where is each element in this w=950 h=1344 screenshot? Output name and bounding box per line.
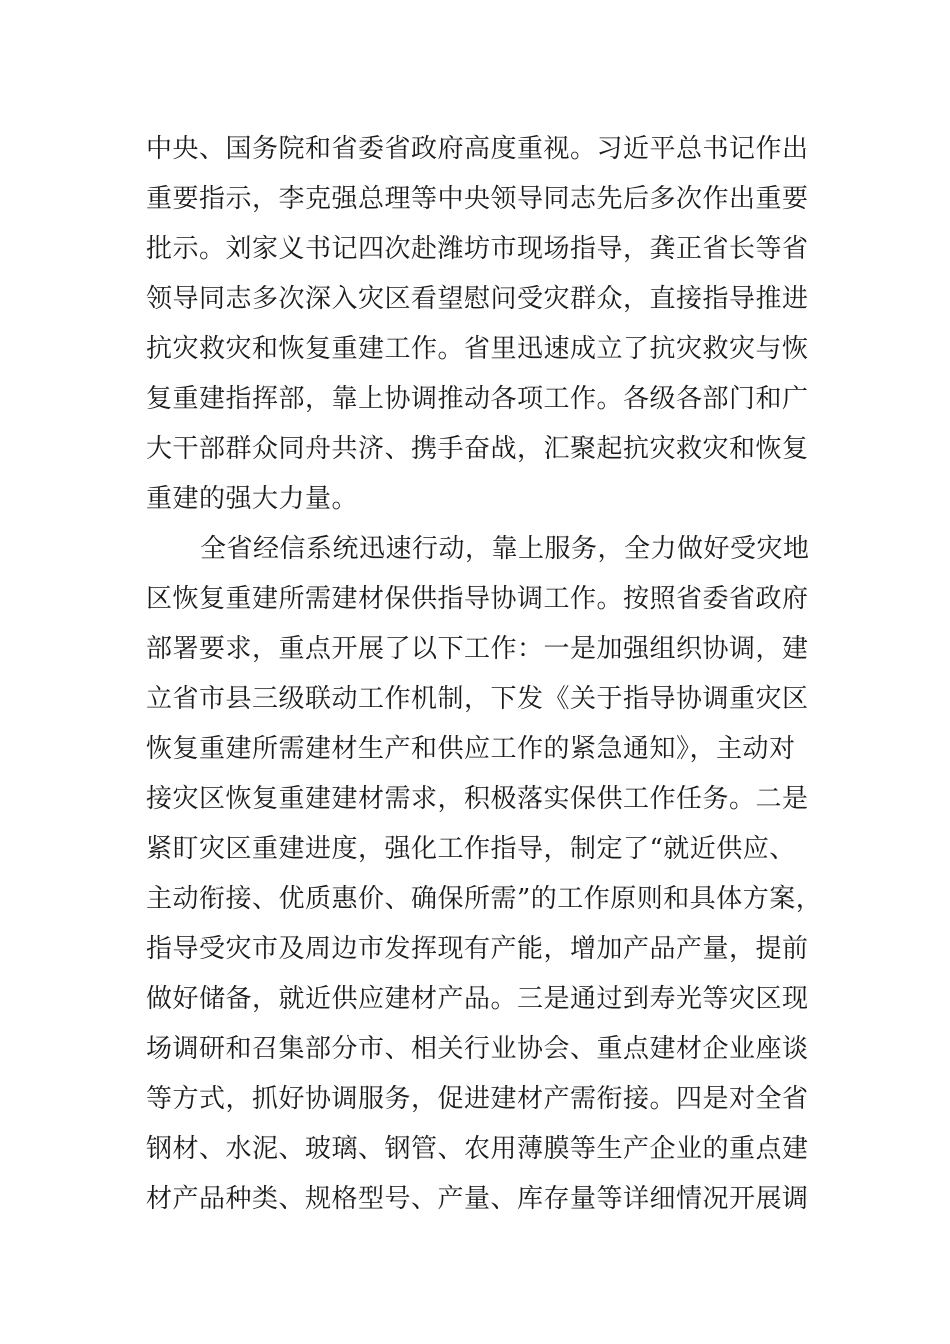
text-line: 复重建指挥部，靠上协调推动各项工作。各级各部门和广 [146, 384, 809, 414]
text-line: 做好储备，就近供应建材产品。三是通过到寿光等灾区现 [146, 984, 809, 1014]
text-line: 材产品种类、规格型号、产量、库存量等详细情况开展调 [146, 1184, 809, 1214]
text-line: 紧盯灾区重建进度，强化工作指导，制定了“就近供应、 [146, 834, 796, 864]
text-line: 恢复重建所需建材生产和供应工作的紧急通知》，主动对 [146, 734, 796, 764]
text-line: 大干部群众同舟共济、携手奋战，汇聚起抗灾救灾和恢复 [146, 434, 809, 464]
text-line: 区恢复重建所需建材保供指导协调工作。按照省委省政府 [146, 584, 809, 614]
document-body [146, 124, 823, 1224]
text-line: 重建的强大力量。 [146, 484, 359, 514]
paragraph-2 [146, 524, 823, 1224]
text-line: 批示。刘家义书记四次赴潍坊市现场指导，龚正省长等省 [146, 234, 809, 264]
text-line: 立省市县三级联动工作机制，下发《关于指导协调重灾区 [146, 684, 809, 714]
text-line: 抗灾救灾和恢复重建工作。省里迅速成立了抗灾救灾与恢 [146, 334, 809, 364]
text-line: 部署要求，重点开展了以下工作：一是加强组织协调，建 [146, 634, 809, 664]
text-line: 重要指示，李克强总理等中央领导同志先后多次作出重要 [146, 184, 809, 214]
paragraph-1 [146, 124, 809, 524]
text-line: 等方式，抓好协调服务，促进建材产需衔接。四是对全省 [146, 1084, 809, 1114]
text-line: 场调研和召集部分市、相关行业协会、重点建材企业座谈 [146, 1034, 809, 1064]
text-line: 钢材、水泥、玻璃、钢管、农用薄膜等生产企业的重点建 [146, 1134, 809, 1164]
text-line-first: 全省经信系统迅速行动，靠上服务，全力做好受灾地 [200, 534, 810, 564]
text-line: 领导同志多次深入灾区看望慰问受灾群众，直接指导推进 [146, 284, 809, 314]
text-line: 中央、国务院和省委省政府高度重视。习近平总书记作出 [146, 134, 809, 164]
text-line: 接灾区恢复重建建材需求，积极落实保供工作任务。二是 [146, 784, 809, 814]
text-line: 指导受灾市及周边市发挥现有产能，增加产品产量，提前 [146, 934, 809, 964]
text-line: 主动衔接、优质惠价、确保所需”的工作原则和具体方案， [146, 884, 823, 914]
